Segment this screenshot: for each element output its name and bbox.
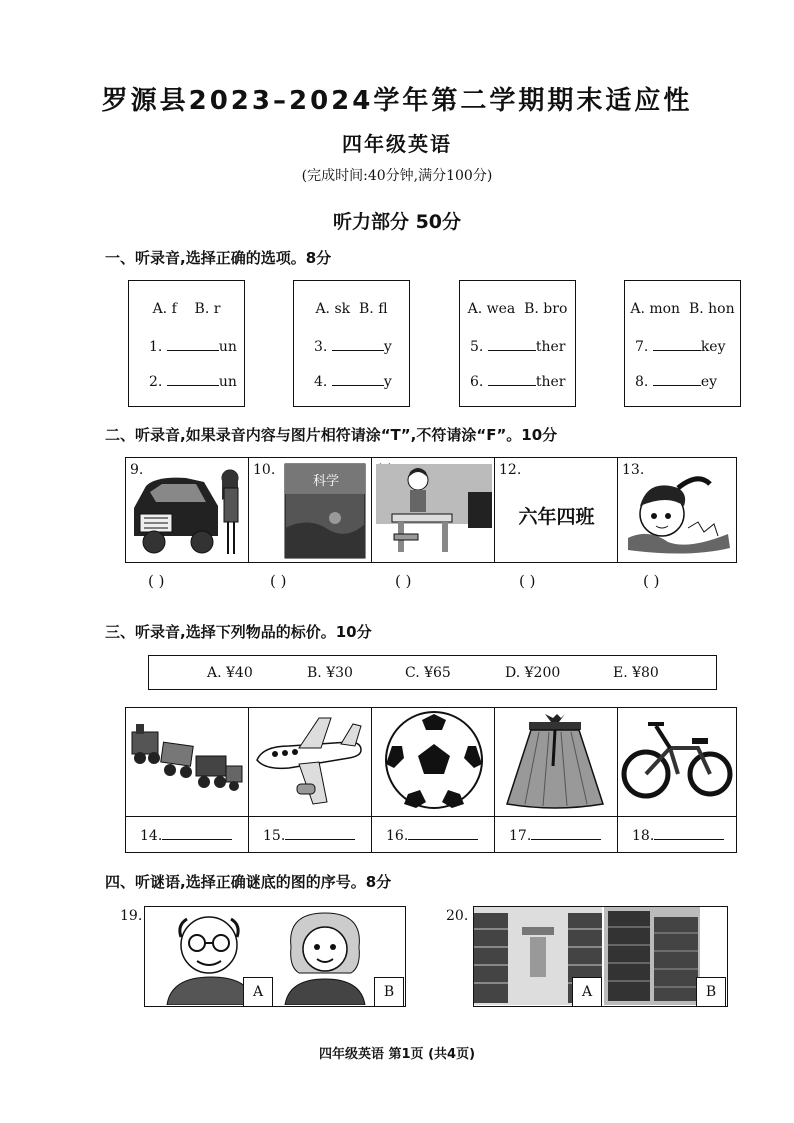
- answer-blank[interactable]: [332, 337, 384, 351]
- option-box-options: A. wea B. bro: [467, 301, 568, 317]
- answer-blank[interactable]: [653, 372, 701, 386]
- question-number: 10.: [253, 462, 276, 478]
- word-suffix: ey: [700, 374, 718, 390]
- answer-blank[interactable]: [654, 826, 724, 840]
- item-label-17: [509, 826, 601, 844]
- section1-heading: 一、听录音,选择正确的选项。8分: [105, 249, 332, 267]
- price-options-box: [148, 655, 717, 690]
- option-box-3: [459, 280, 576, 407]
- section2-heading: 二、听录音,如果录音内容与图片相符请涂“T”,不符请涂“F”。10分: [105, 426, 558, 444]
- question-20-number: 20.: [446, 908, 469, 924]
- answer-blank[interactable]: [488, 372, 536, 386]
- option-a-tag: A: [572, 977, 602, 1007]
- picture-row: [125, 457, 737, 563]
- option-a-tag: A: [243, 977, 273, 1007]
- answer-paren-11[interactable]: ( ): [395, 572, 412, 590]
- answer-blank[interactable]: [167, 372, 219, 386]
- option-box-options: A. mon B. hon: [630, 301, 735, 317]
- answer-blank[interactable]: [167, 337, 219, 351]
- page-footer: 四年级英语 第1页 (共4页): [318, 1047, 476, 1062]
- option-box-1: [128, 280, 245, 407]
- answer-paren-9[interactable]: ( ): [148, 572, 165, 590]
- item-label-14: [140, 826, 232, 844]
- picture-cell-13: [618, 458, 738, 562]
- item-label-15: [263, 826, 355, 844]
- question-number: 3.: [314, 339, 328, 355]
- word-suffix: y: [383, 374, 392, 390]
- item-cell-16: [372, 708, 495, 852]
- picture-cell-12: [495, 458, 618, 562]
- question-number: 17.: [509, 828, 532, 844]
- word-suffix: ther: [535, 339, 566, 355]
- answer-blank[interactable]: [285, 826, 355, 840]
- section4-heading: 四、听谜语,选择正确谜底的图的序号。8分: [105, 873, 392, 891]
- bike-icon: [618, 708, 736, 814]
- science-book-icon: [249, 458, 369, 562]
- item-cell-18: [618, 708, 738, 852]
- price-option-e: E. ¥80: [613, 665, 659, 681]
- question-number: 4.: [314, 374, 328, 390]
- car-and-girl-icon: [126, 458, 246, 562]
- book-title: 科学: [313, 474, 340, 489]
- question-7: [635, 337, 726, 355]
- answer-blank[interactable]: [408, 826, 478, 840]
- question-5: [470, 337, 565, 355]
- answer-paren-10[interactable]: ( ): [270, 572, 287, 590]
- item-cell-17: [495, 708, 618, 852]
- answer-blank[interactable]: [653, 337, 701, 351]
- question-8: [635, 372, 717, 390]
- toy-train-icon: [126, 708, 246, 814]
- answer-blank[interactable]: [488, 337, 536, 351]
- question-number: 5.: [470, 339, 484, 355]
- option-b-tag: B: [696, 977, 726, 1007]
- word-suffix: key: [700, 339, 726, 355]
- answer-blank[interactable]: [332, 372, 384, 386]
- section3-heading: 三、听录音,选择下列物品的标价。10分: [105, 623, 372, 641]
- option-box-options: A. f B. r: [152, 301, 221, 317]
- question-number: 16.: [386, 828, 409, 844]
- girl-at-desk-icon: [372, 458, 492, 562]
- class-label: 六年四班: [518, 506, 595, 528]
- question-3: [314, 337, 392, 355]
- answer-paren-13[interactable]: ( ): [643, 572, 660, 590]
- picture-cell-11: [372, 458, 495, 562]
- exam-time-note: (完成时间:40分钟,满分100分): [301, 168, 493, 184]
- item-price-grid: [125, 707, 737, 853]
- option-box-2: [293, 280, 410, 407]
- question-number: 9.: [130, 462, 144, 478]
- riddle-19-box: [144, 906, 406, 1007]
- item-label-18: [632, 826, 724, 844]
- word-suffix: un: [218, 374, 237, 390]
- grandma-icon: [277, 907, 373, 1005]
- word-suffix: y: [383, 339, 392, 355]
- option-box-4: [624, 280, 741, 407]
- exam-title: 罗源县2023–2024学年第二学期期末适应性: [101, 86, 693, 116]
- swimming-girl-icon: [618, 458, 736, 562]
- question-2: [149, 372, 237, 390]
- question-number: 18.: [632, 828, 655, 844]
- question-number: 6.: [470, 374, 484, 390]
- exam-subtitle: 四年级英语: [342, 132, 452, 156]
- question-number: 15.: [263, 828, 286, 844]
- question-number: 1.: [149, 339, 163, 355]
- item-cell-15: [249, 708, 372, 852]
- toy-plane-icon: [249, 708, 369, 814]
- question-number: 12.: [499, 462, 522, 478]
- picture-cell-10: [249, 458, 372, 562]
- word-suffix: ther: [535, 374, 566, 390]
- skirt-icon: [495, 708, 615, 814]
- question-19-number: 19.: [120, 908, 143, 924]
- listening-part-heading: 听力部分 50分: [332, 211, 462, 233]
- price-option-b: B. ¥30: [307, 665, 353, 681]
- riddle-20-box: [473, 906, 728, 1007]
- question-number: 8.: [635, 374, 649, 390]
- question-4: [314, 372, 392, 390]
- answer-blank[interactable]: [162, 826, 232, 840]
- price-option-d: D. ¥200: [505, 665, 561, 681]
- answer-paren-12[interactable]: ( ): [519, 572, 536, 590]
- question-number: 14.: [140, 828, 163, 844]
- option-b-tag: B: [374, 977, 404, 1007]
- item-cell-14: [126, 708, 249, 852]
- question-number: 2.: [149, 374, 163, 390]
- price-option-a: A. ¥40: [207, 665, 253, 681]
- question-1: [149, 337, 237, 355]
- soccer-ball-icon: [372, 708, 492, 814]
- library-icon: [604, 907, 700, 1005]
- question-number: 13.: [622, 462, 645, 478]
- question-6: [470, 372, 565, 390]
- question-number: 7.: [635, 339, 649, 355]
- answer-blank[interactable]: [531, 826, 601, 840]
- item-label-16: [386, 826, 478, 844]
- word-suffix: un: [218, 339, 237, 355]
- picture-cell-9: [126, 458, 249, 562]
- price-option-c: C. ¥65: [405, 665, 451, 681]
- option-box-options: A. sk B. fl: [315, 301, 388, 317]
